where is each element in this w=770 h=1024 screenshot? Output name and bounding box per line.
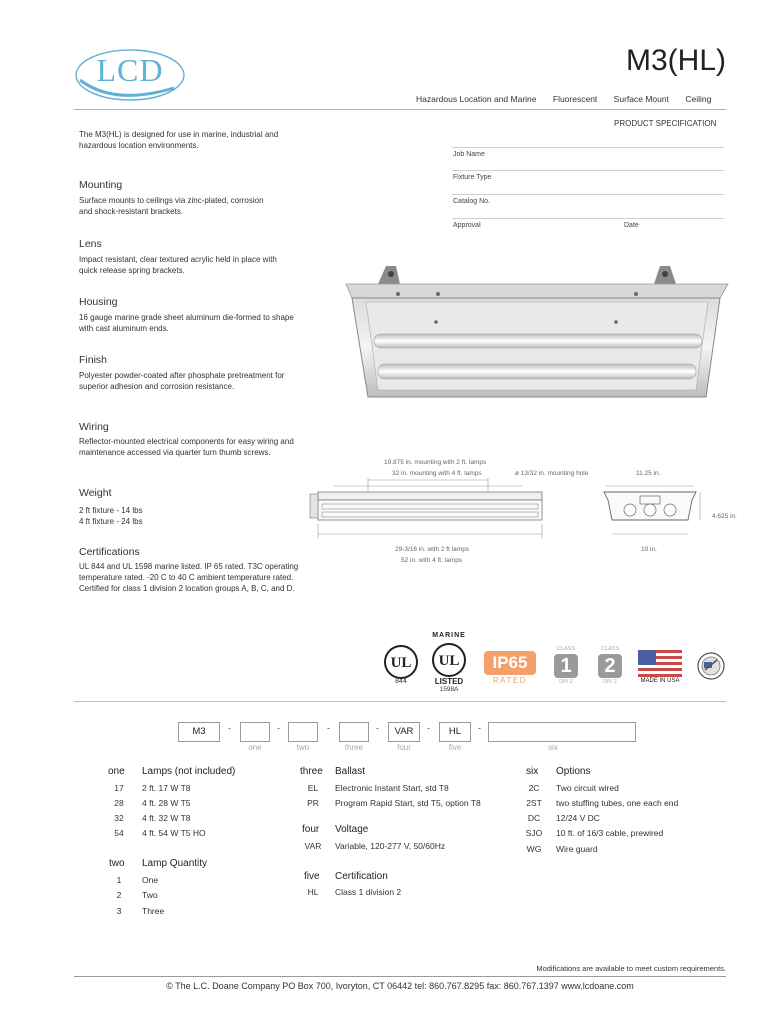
ul-marine-text: MARINE (432, 632, 466, 639)
ip65-rated-text: RATED (492, 676, 528, 685)
date-label: Date (624, 222, 639, 229)
code-label-two: two (296, 743, 310, 752)
dim-mounting-hole: ø 13/32 in. mounting hole (515, 470, 589, 477)
code-box-five[interactable]: HL (439, 722, 471, 742)
svg-text:UL: UL (438, 653, 460, 669)
code-box-six[interactable] (488, 722, 636, 742)
union-seal-icon (697, 652, 725, 680)
ip65-text: IP65 (484, 651, 536, 675)
product-photo (316, 262, 736, 412)
code-box-three-a[interactable] (288, 722, 318, 742)
option-six-code-5: WG (526, 844, 542, 854)
dim-top-4ft: 32 in. mounting with 4 ft. lamps (392, 470, 482, 477)
code-box-one[interactable]: M3 (178, 722, 220, 742)
dim-bottom-4ft: 52 in. with 4 ft. lamps (401, 557, 463, 564)
code-dash-1: - (228, 723, 231, 733)
housing-title: Housing (79, 296, 118, 308)
catalog-no-label: Catalog No. (453, 198, 490, 205)
code-dash-6: - (478, 723, 481, 733)
option-six-number: six (526, 766, 539, 777)
option-five-desc-1: Class 1 division 2 (335, 887, 402, 897)
option-six-desc-2: two stuffing tubes, one each end (556, 798, 679, 808)
spec-rule-1 (452, 147, 724, 148)
option-two-code-1: 1 (116, 875, 122, 885)
made-in-usa-text: MADE IN USA (640, 678, 680, 684)
svg-text:UL: UL (390, 655, 412, 671)
option-four-number: four (302, 824, 320, 835)
code-label-six: six (548, 743, 558, 752)
option-two-desc-2: Two (142, 890, 158, 900)
code-box-four[interactable]: VAR (388, 722, 420, 742)
ul-marine-badge (425, 632, 473, 694)
class1-badge (550, 646, 582, 688)
option-four-desc-1: Variable, 120-277 V, 50/60Hz (335, 841, 446, 851)
option-three-desc-2: Program Rapid Start, std T5, option T8 (335, 798, 481, 808)
option-five-title: Certification (335, 871, 388, 882)
dim-bottom-2ft: 29-3/16 in. with 2 ft lamps (395, 546, 470, 553)
code-dash-5: - (427, 723, 430, 733)
option-one-desc-4: 4 ft. 54 W T5 HO (142, 828, 206, 838)
option-six-code-2: 2ST (526, 798, 542, 808)
option-two-code-3: 3 (116, 906, 122, 916)
option-six-desc-4: 10 ft. of 16/3 cable, prewired (556, 828, 664, 838)
category-ceiling: Ceiling (685, 94, 712, 104)
option-one-number: one (108, 766, 125, 777)
option-six-desc-3: 12/24 V DC (556, 813, 600, 823)
header-divider (74, 109, 726, 110)
fixture-type-label: Fixture Type (453, 174, 492, 181)
ul-1598a-text: 1598A (439, 686, 459, 693)
wiring-title: Wiring (79, 421, 109, 433)
ordering-top-divider (74, 701, 726, 702)
dim-width: 11.25 in. (636, 470, 661, 477)
code-label-five: five (448, 743, 462, 752)
ul-844-text: 844 (395, 678, 407, 685)
option-one-desc-3: 4 ft. 32 W T8 (142, 813, 191, 823)
mounting-title: Mounting (79, 179, 123, 191)
code-dash-3: - (327, 723, 330, 733)
class1-number: 1 (554, 654, 578, 678)
code-dash-2: - (277, 723, 280, 733)
custom-modifications-note: Modifications are available to meet custom requirements. (536, 964, 726, 973)
dim-depth: 10 in. (641, 546, 657, 553)
class1-div: DIV 2 (559, 679, 573, 685)
job-name-label: Job Name (453, 151, 485, 158)
dim-top-2ft: 19.875 in. mounting with 2 ft. lamps (384, 459, 487, 466)
intro-text: The M3(HL) is designed for use in marine, industrial and hazardous location environments. (79, 130, 279, 150)
option-three-number: three (300, 766, 323, 777)
ul-listed-text: LISTED (434, 677, 464, 686)
weight-line-2ft: 2 ft fixture - 14 lbs (79, 506, 143, 515)
finish-title: Finish (79, 354, 108, 366)
dim-height: 4.625 in. (712, 513, 737, 520)
certifications-text: UL 844 and UL 1598 marine listed. IP 65 rated. T3C operating temperature rated. -20 C to 40 C ambient temperature rated. Certified for class 1 division 2 location groups A, B, C, and D. (79, 562, 299, 593)
option-three-title: Ballast (335, 766, 366, 777)
logo-text: LCD (96, 52, 164, 88)
end-view-drawing (600, 478, 710, 544)
class2-number: 2 (598, 654, 622, 678)
option-two-code-2: 2 (116, 890, 122, 900)
ip65-badge (482, 651, 538, 687)
lens-text: Impact resistant, clear textured acrylic held in place with quick release spring brackets. (79, 255, 277, 275)
made-in-usa-badge (638, 650, 682, 688)
option-six-code-1: 2C (528, 783, 540, 793)
option-six-desc-1: Two circuit wired (556, 783, 619, 793)
option-three-code-2: PR (307, 798, 319, 808)
weight-title: Weight (79, 487, 112, 499)
option-six-code-3: DC (527, 813, 541, 823)
option-one-code-1: 17 (114, 783, 124, 793)
code-label-four: four (397, 743, 411, 752)
option-three-desc-1: Electronic Instant Start, std T8 (335, 783, 449, 793)
option-four-code-1: VAR (304, 841, 322, 851)
category-list (416, 94, 711, 104)
side-view-drawing (308, 478, 548, 544)
option-two-number: two (109, 858, 125, 869)
code-label-one: one (248, 743, 262, 752)
lens-title: Lens (79, 238, 102, 250)
spec-rule-3 (452, 194, 724, 195)
category-surface: Surface Mount (613, 94, 669, 104)
option-four-title: Voltage (335, 824, 369, 835)
code-dash-4: - (376, 723, 379, 733)
option-two-desc-1: One (142, 875, 159, 885)
certifications-title: Certifications (79, 546, 140, 558)
class2-div: DIV 2 (603, 679, 617, 685)
code-label-three: three (344, 743, 364, 752)
option-two-desc-3: Three (142, 906, 165, 916)
company-address: © The L.C. Doane Company PO Box 700, Ivoryton, CT 06442 tel: 860.767.8295 fax: 860.767.1397 www.lcdoane.com (166, 981, 634, 991)
footer-divider (74, 976, 726, 977)
option-one-desc-1: 2 ft. 17 W T8 (142, 783, 191, 793)
category-fluorescent: Fluorescent (552, 94, 598, 104)
wiring-text: Reflector-mounted electrical components for easy wiring and maintenance accessed via quarter turn thumb screws. (79, 437, 294, 457)
housing-text: 16 gauge marine grade sheet aluminum die-formed to shape with cast aluminum ends. (79, 313, 294, 333)
option-six-title: Options (556, 766, 591, 777)
code-box-two[interactable] (240, 722, 270, 742)
option-two-title: Lamp Quantity (142, 858, 208, 869)
spec-label: PRODUCT SPECIFICATION (614, 119, 717, 128)
page-title: M3(HL) (625, 44, 726, 77)
option-one-title: Lamps (not included) (142, 766, 236, 777)
option-three-code-1: EL (307, 783, 319, 793)
spec-rule-4 (452, 218, 724, 219)
option-one-desc-2: 4 ft. 28 W T5 (142, 798, 191, 808)
option-five-number: five (304, 871, 320, 882)
ul-844-badge (383, 644, 419, 690)
approval-label: Approval (453, 222, 481, 229)
class1-word: CLASS (556, 646, 576, 652)
class2-badge (594, 646, 626, 688)
finish-text: Polyester powder-coated after phosphate pretreatment for superior adhesion and corrosion resistance. (79, 371, 285, 391)
option-six-desc-5: Wire guard (556, 844, 598, 854)
option-one-code-4: 54 (114, 828, 124, 838)
class2-word: CLASS (600, 646, 620, 652)
option-six-code-4: SJO (525, 828, 543, 838)
category-hazardous: Hazardous Location and Marine (416, 94, 537, 104)
spec-rule-2 (452, 170, 724, 171)
weight-line-4ft: 4 ft fixture - 24 lbs (79, 517, 143, 526)
option-one-code-2: 28 (114, 798, 124, 808)
option-one-code-3: 32 (114, 813, 124, 823)
option-five-code-1: HL (307, 887, 319, 897)
company-logo (74, 44, 186, 106)
mounting-text: Surface mounts to ceilings via zinc-plated, corrosion and shock-resistant brackets. (79, 196, 264, 216)
code-box-three-b[interactable] (339, 722, 369, 742)
